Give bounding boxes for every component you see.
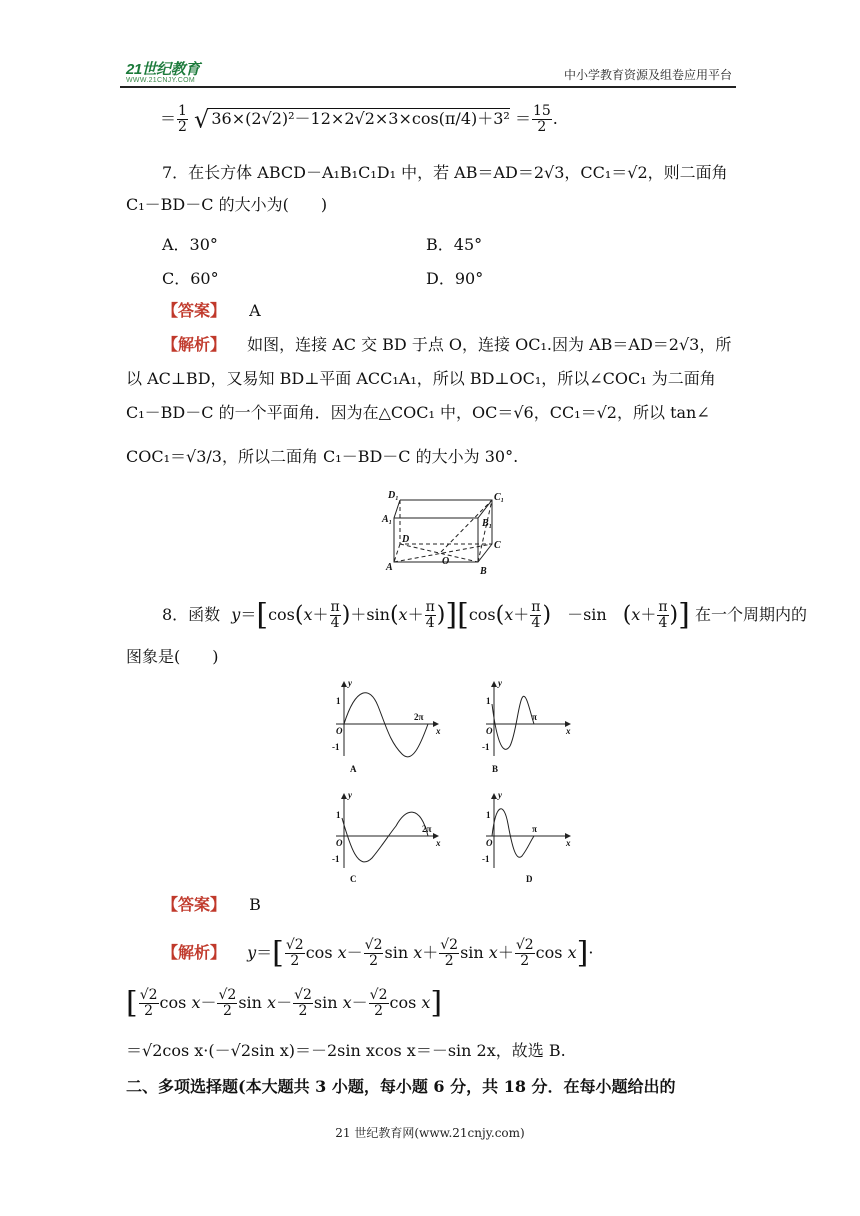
graph-b-xaxis: x: [566, 726, 571, 736]
graph-b-xmark: π: [532, 712, 537, 722]
label-c: C: [494, 540, 501, 551]
graph-d-yaxis: y: [498, 790, 502, 800]
label-d: D: [402, 534, 410, 545]
formula-continuation: ＝ $\frac{1}{2}$ √ 36×(2√2)²－12×2√2×3×cos(π/4)＋3² ＝ $\frac{15}{2}$ .: [160, 103, 558, 135]
graph-a-origin: O: [336, 726, 343, 736]
label-a: A: [386, 562, 393, 573]
graph-a-label: A: [350, 764, 357, 774]
q8-suffix: 在一个周期内的: [694, 605, 807, 624]
section-2-heading: 二、多项选择题(本大题共 3 小题，每小题 6 分，共 18 分．在每小题给出的: [126, 1077, 676, 1096]
graph-a-ymin: -1: [332, 742, 340, 752]
formula-radicand: 36×(2√2)²－12×2√2×3×cos(π/4)＋3²: [211, 109, 510, 128]
analysis-text: 如图，连接 AC 交 BD 于点 O，连接 OC₁.因为 AB＝AD＝2√3，所: [247, 335, 732, 354]
answer-value: A: [249, 301, 261, 320]
graph-b-ymin: -1: [482, 742, 490, 752]
graph-d-xaxis: x: [566, 838, 571, 848]
q7-option-a: A．30°: [162, 235, 218, 254]
graph-a-ymax: 1: [336, 696, 341, 706]
answer-tag: 【答案】: [162, 301, 227, 320]
q7-option-b: B．45°: [426, 235, 483, 254]
header-platform-text: 中小学教育资源及组卷应用平台: [563, 68, 732, 82]
graph-c-yaxis: y: [348, 790, 352, 800]
label-b: B: [480, 566, 487, 577]
graph-c-label: C: [350, 874, 357, 884]
analysis-tag: 【解析】: [162, 335, 227, 354]
graph-d-label: D: [526, 874, 533, 884]
q8-analysis-line1: 【解析】 y＝[ $\frac{√2}{2}$ cos x－ $\frac{√2}{2}$ sin x＋ $\frac{√2}{2}$ sin x＋ $\frac{√2}{2}$ cos x]·: [162, 935, 594, 971]
label-b1: B₁: [482, 518, 493, 529]
q8-stem-line2: 图象是( ): [126, 647, 219, 666]
page-header: [120, 52, 736, 88]
q8-analysis-line2: [ $\frac{√2}{2}$ cos x－ $\frac{√2}{2}$ sin x－ $\frac{√2}{2}$ sin x－ $\frac{√2}{2}$ cos x]: [126, 985, 443, 1021]
graph-c-ymin: -1: [332, 854, 340, 864]
q7-stem-line1: 7．在长方体 ABCD－A₁B₁C₁D₁ 中，若 AB＝AD＝2√3，CC₁＝√2，则二面角: [162, 163, 728, 182]
graph-c-ymax: 1: [336, 810, 341, 820]
answer-tag: 【答案】: [162, 895, 227, 914]
cuboid-figure: [376, 486, 516, 580]
q7-stem-line2: C₁－BD－C 的大小为( ): [126, 195, 328, 214]
graph-b-yaxis: y: [498, 678, 502, 688]
graph-b-label: B: [492, 764, 499, 774]
graph-a-xaxis: x: [436, 726, 441, 736]
q8-prefix: 8．函数: [162, 605, 221, 624]
graph-d: [482, 790, 571, 884]
q7-analysis-line4: COC₁＝√3/3，所以二面角 C₁－BD－C 的大小为 30°.: [126, 447, 519, 466]
site-logo: [126, 58, 200, 84]
label-a1: A₁: [382, 514, 393, 525]
q7-analysis-line1: [162, 334, 731, 356]
graph-d-xmark: π: [532, 824, 537, 834]
graph-a: [332, 678, 441, 774]
graph-c-xmark: 2π: [422, 824, 432, 834]
label-c1: C₁: [494, 492, 505, 503]
analysis-tag: 【解析】: [162, 943, 227, 962]
q8-answer: [162, 894, 261, 916]
q7-option-c: C．60°: [162, 269, 219, 288]
graph-b: [482, 678, 571, 774]
q8-graphs: [316, 676, 586, 886]
logo-subtext: WWW.21CNJY.COM: [126, 77, 196, 84]
logo-text: 21世纪教育: [126, 61, 200, 78]
graph-b-origin: O: [486, 726, 493, 736]
graph-c: [332, 790, 441, 884]
graph-a-yaxis: y: [348, 678, 352, 688]
q8-stem-line1: 8．函数 y＝[cos(x＋ $\frac{\pi}{4}$ )＋sin(x＋ $\frac{\pi}{4}$ )][cos(x＋ $\frac{\pi}{4}$ ) －sin (x＋ $\frac{\pi}{4}$ )] 在一个周期内的: [162, 597, 807, 633]
q7-analysis-line3: C₁－BD－C 的一个平面角．因为在△COC₁ 中，OC＝√6，CC₁＝√2，所以 tan∠: [126, 403, 710, 422]
q7-analysis-line2: 以 AC⊥BD，又易知 BD⊥平面 ACC₁A₁，所以 BD⊥OC₁，所以∠COC₁ 为二面角: [126, 369, 716, 388]
answer-value: B: [249, 895, 261, 914]
q7-answer: [162, 300, 261, 322]
graph-d-origin: O: [486, 838, 493, 848]
q8-analysis-final: ＝√2cos x·(－√2sin x)＝－2sin xcos x＝－sin 2x，故选 B.: [126, 1041, 566, 1060]
graph-c-xaxis: x: [436, 838, 441, 848]
graph-a-xmark: 2π: [414, 712, 424, 722]
graph-c-origin: O: [336, 838, 343, 848]
q7-option-d: D．90°: [426, 269, 484, 288]
label-d1: D₁: [388, 490, 399, 501]
graph-d-ymax: 1: [486, 810, 491, 820]
graph-b-ymax: 1: [486, 696, 491, 706]
label-o: O: [442, 556, 450, 567]
page-footer: 21 世纪教育网(www.21cnjy.com): [335, 1126, 525, 1140]
graph-d-ymin: -1: [482, 854, 490, 864]
